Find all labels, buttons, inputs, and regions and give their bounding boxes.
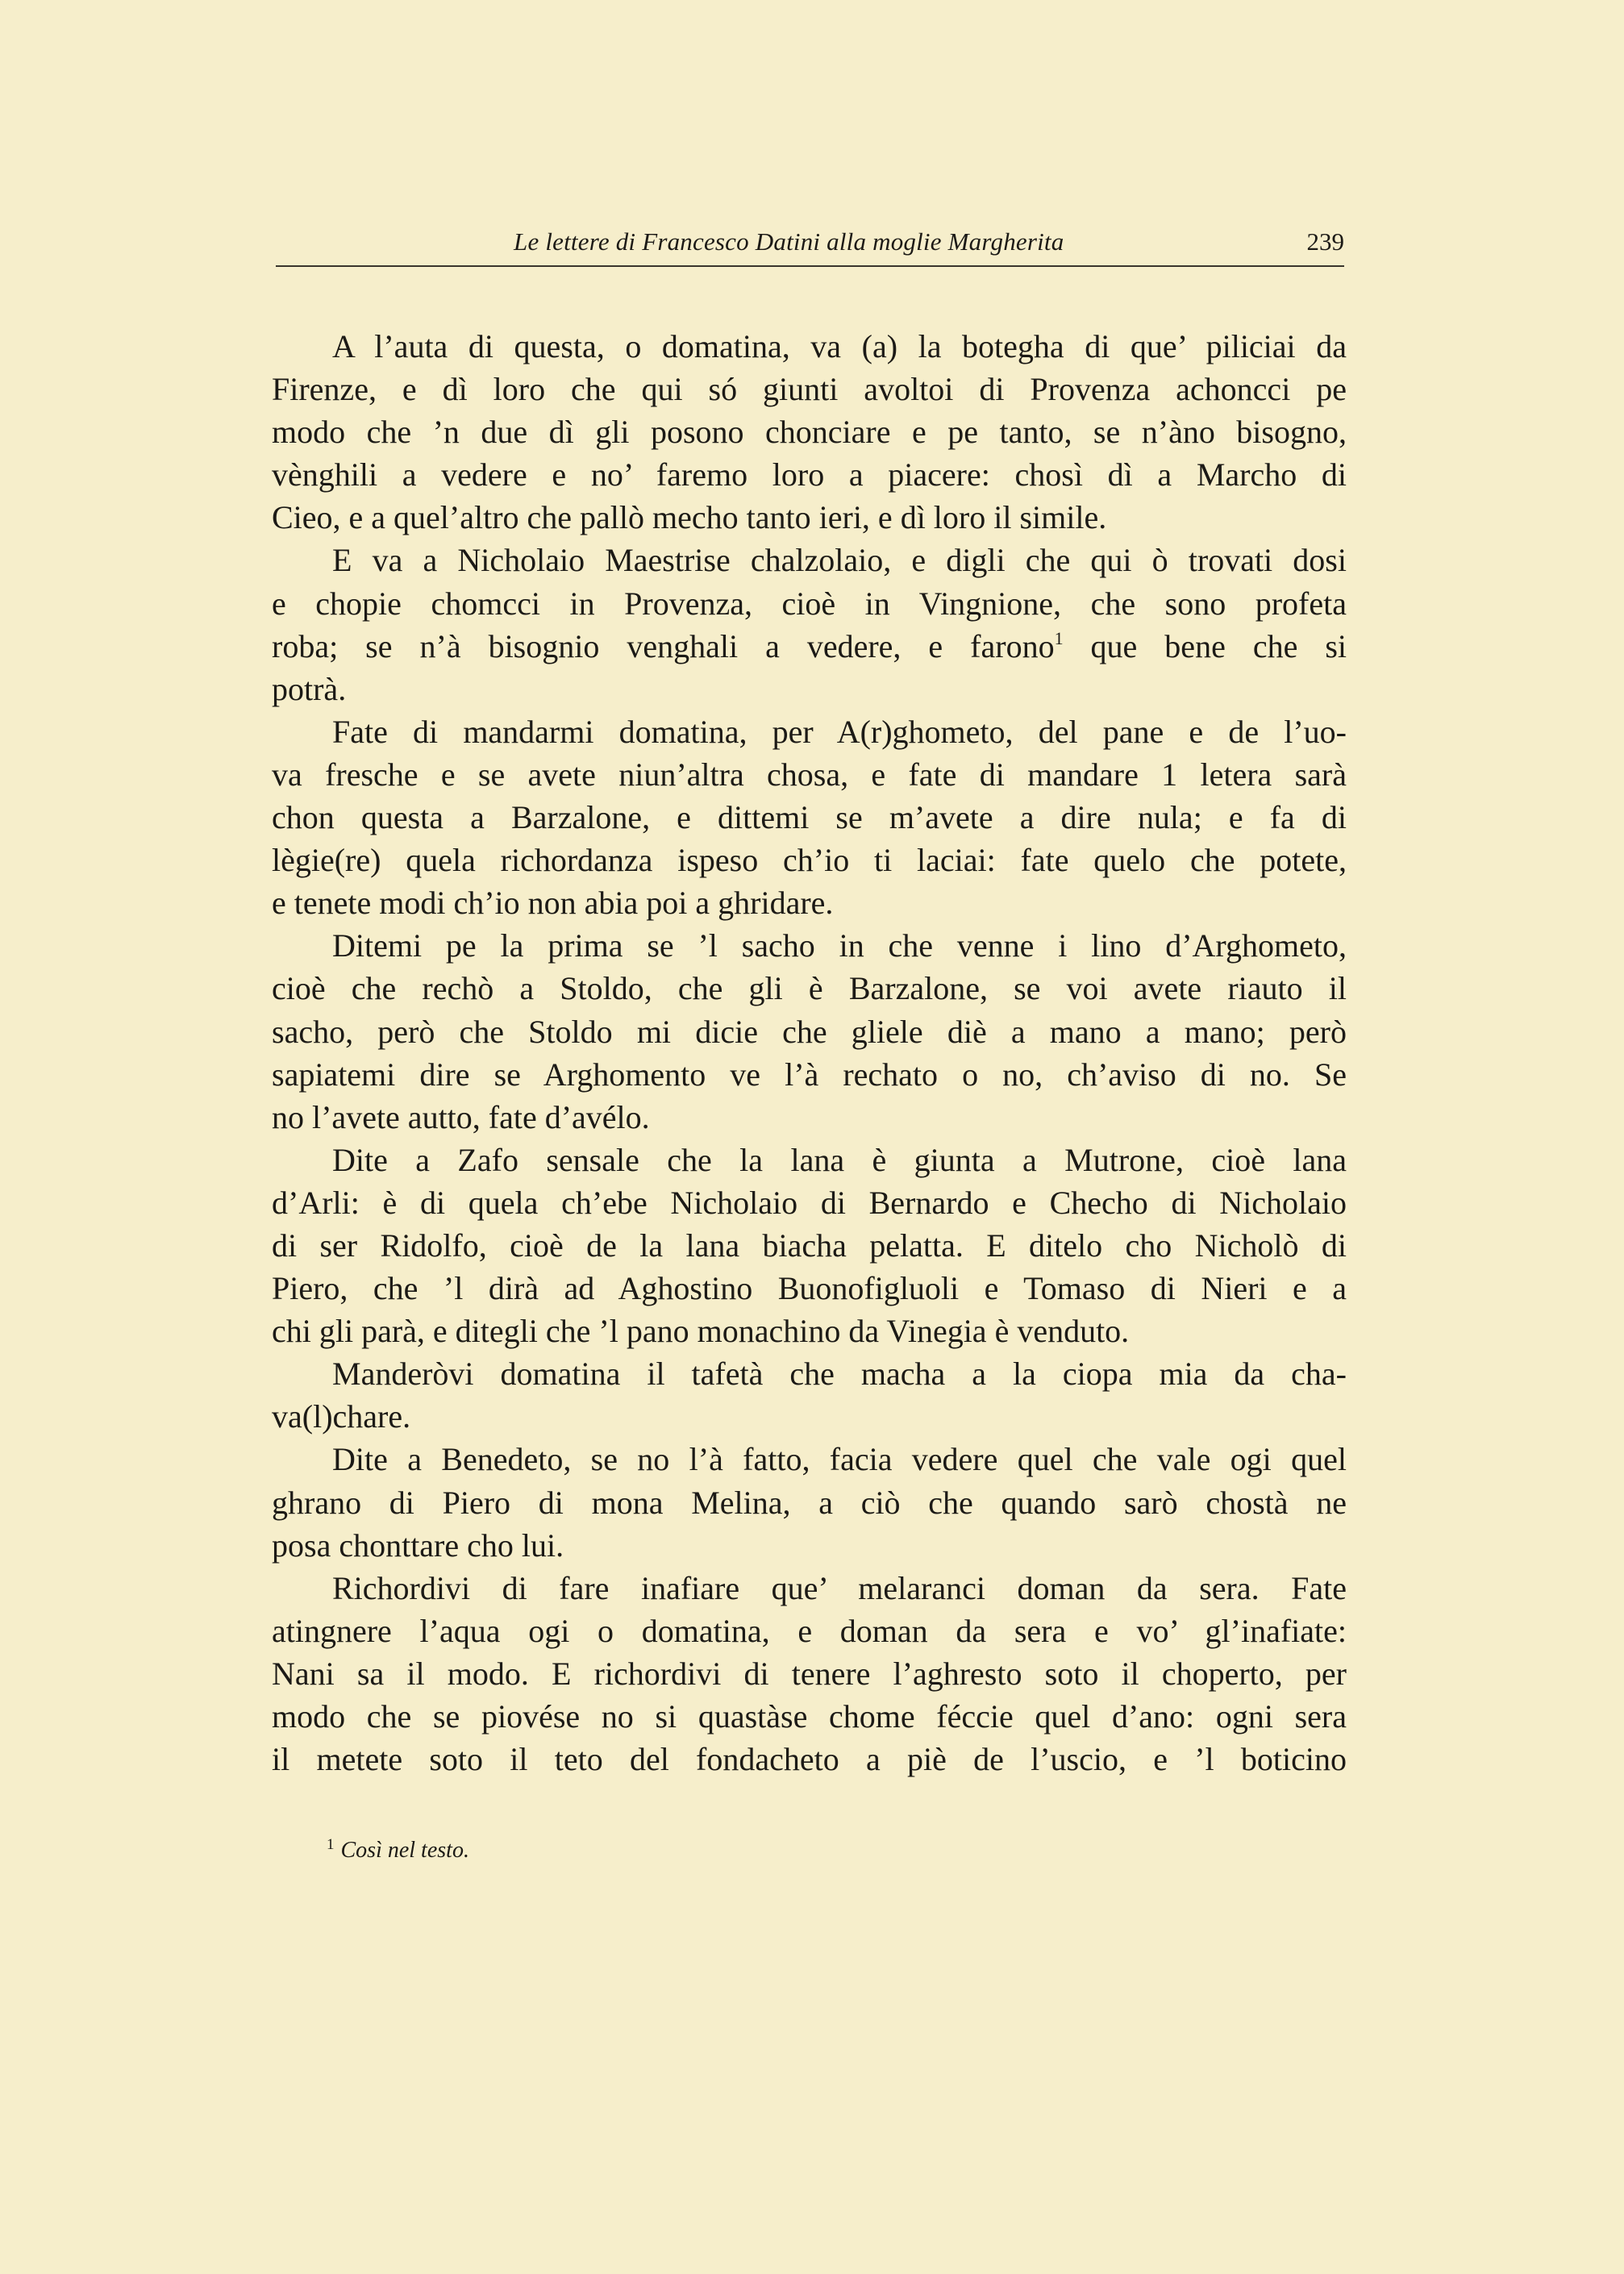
text-line: d’Arli: è di quela ch’ebe Nicholaio di Bernardo e Checho di Nicholaio (272, 1184, 1347, 1221)
footnote-text: Così nel testo. (340, 1838, 469, 1863)
text-line: e tenete modi ch’io non abia poi a ghridare. (272, 885, 834, 922)
text-line: Cieo, e a quel’altro che pallò mecho tanto ieri, e dì loro il simile. (272, 499, 1107, 536)
paragraph (272, 1139, 1347, 1352)
letter-body-text (272, 325, 1347, 1780)
text-line: il metete soto il teto del fondacheto a piè de l’uscio, e ’l boticino (272, 1741, 1347, 1778)
footnote-reference: 1 (1054, 627, 1064, 648)
text-line: Richordivi di fare inafiare que’ melaranci doman da sera. Fate (332, 1569, 1347, 1606)
text-line: Dite a Benedeto, se no l’à fatto, facia vedere quel che vale ogi quel (332, 1441, 1347, 1478)
text-line: sapiatemi dire se Arghomento ve l’à rechato o no, ch’aviso di no. Se (272, 1056, 1347, 1093)
text-line: lègie(re) quela richordanza ispeso ch’io ti laciai: fate quelo che potete, (272, 842, 1347, 879)
text-line: A l’auta di questa, o domatina, va (a) la botegha di que’ piliciai da (332, 328, 1347, 364)
text-segment: que bene che si (1063, 627, 1347, 664)
text-line: Fate di mandarmi domatina, per A(r)ghometo, del pane e de l’uo- (332, 713, 1347, 750)
paragraph (272, 1438, 1347, 1566)
paragraph (272, 1567, 1347, 1780)
footnote (327, 1836, 469, 1864)
text-line: potrà. (272, 670, 347, 707)
text-line: Manderòvi domatina il tafetà che macha a la ciopa mia da cha- (332, 1356, 1347, 1393)
text-segment: roba; se n’à bisognio venghali a vedere, e farono (272, 627, 1055, 664)
text-line: Ditemi pe la prima se ’l sacho in che venne i lino d’Arghometo, (332, 927, 1347, 964)
paragraph (272, 710, 1347, 924)
text-line: posa chonttare cho lui. (272, 1526, 564, 1564)
text-line: Firenze, e dì loro che qui só giunti avoltoi di Provenza achoncci pe (272, 371, 1347, 408)
text-line: va fresche e se avete niun’altra chosa, e fate di mandare 1 letera sarà (272, 756, 1347, 793)
footnote-mark: 1 (327, 1836, 335, 1853)
paragraph (272, 1352, 1347, 1438)
text-line: e chopie chomcci in Provenza, cioè in Vingnione, che sono profeta (272, 585, 1347, 622)
text-line: chi gli parà, e ditegli che ’l pano monachino da Vinegia è venduto. (272, 1313, 1130, 1350)
text-line: di ser Ridolfo, cioè de la lana biacha pelatta. E ditelo cho Nicholò di (272, 1227, 1347, 1264)
text-line: E va a Nicholaio Maestrise chalzolaio, e digli che qui ò trovati dosi (332, 542, 1347, 579)
paragraph (272, 539, 1347, 710)
text-line: cioè che rechò a Stoldo, che gli è Barzalone, se voi avete riauto il (272, 970, 1347, 1007)
running-head (276, 227, 1344, 263)
text-line: Piero, che ’l dirà ad Aghostino Buonofigluoli e Tomaso di Nieri e a (272, 1270, 1347, 1307)
text-line: ghrano di Piero di mona Melina, a ciò che quando sarò chostà ne (272, 1484, 1347, 1521)
text-line: modo che ’n due dì gli posono chonciare e pe tanto, se n’àno bisogno, (272, 414, 1347, 451)
text-line: chon questa a Barzalone, e dittemi se m’avete a dire nula; e fa di (272, 799, 1347, 836)
text-line: Nani sa il modo. E richordivi di tenere l’aghresto soto il choperto, per (272, 1655, 1347, 1692)
text-line: modo che se piovése no si quastàse chome féccie quel d’ano: ogni sera (272, 1698, 1347, 1735)
text-line: vènghili a vedere e no’ faremo loro a piacere: chosì dì a Marcho di (272, 456, 1347, 494)
running-title: Le lettere di Francesco Datini alla moglie Margherita (514, 227, 1064, 256)
text-line: sacho, però che Stoldo mi dicie che gliele diè a mano a mano; però (272, 1013, 1347, 1050)
header-rule (276, 265, 1344, 267)
text-line: atingnere l’aqua ogi o domatina, e doman da sera e vo’ gl’inafiate: (272, 1612, 1347, 1649)
paragraph (272, 924, 1347, 1138)
page-number: 239 (1306, 227, 1344, 256)
text-line: Dite a Zafo sensale che la lana è giunta a Mutrone, cioè lana (332, 1141, 1347, 1178)
text-line (272, 625, 1347, 668)
text-line: no l’avete autto, fate d’avélo. (272, 1098, 650, 1135)
text-line: va(l)chare. (272, 1398, 411, 1435)
paragraph (272, 325, 1347, 539)
